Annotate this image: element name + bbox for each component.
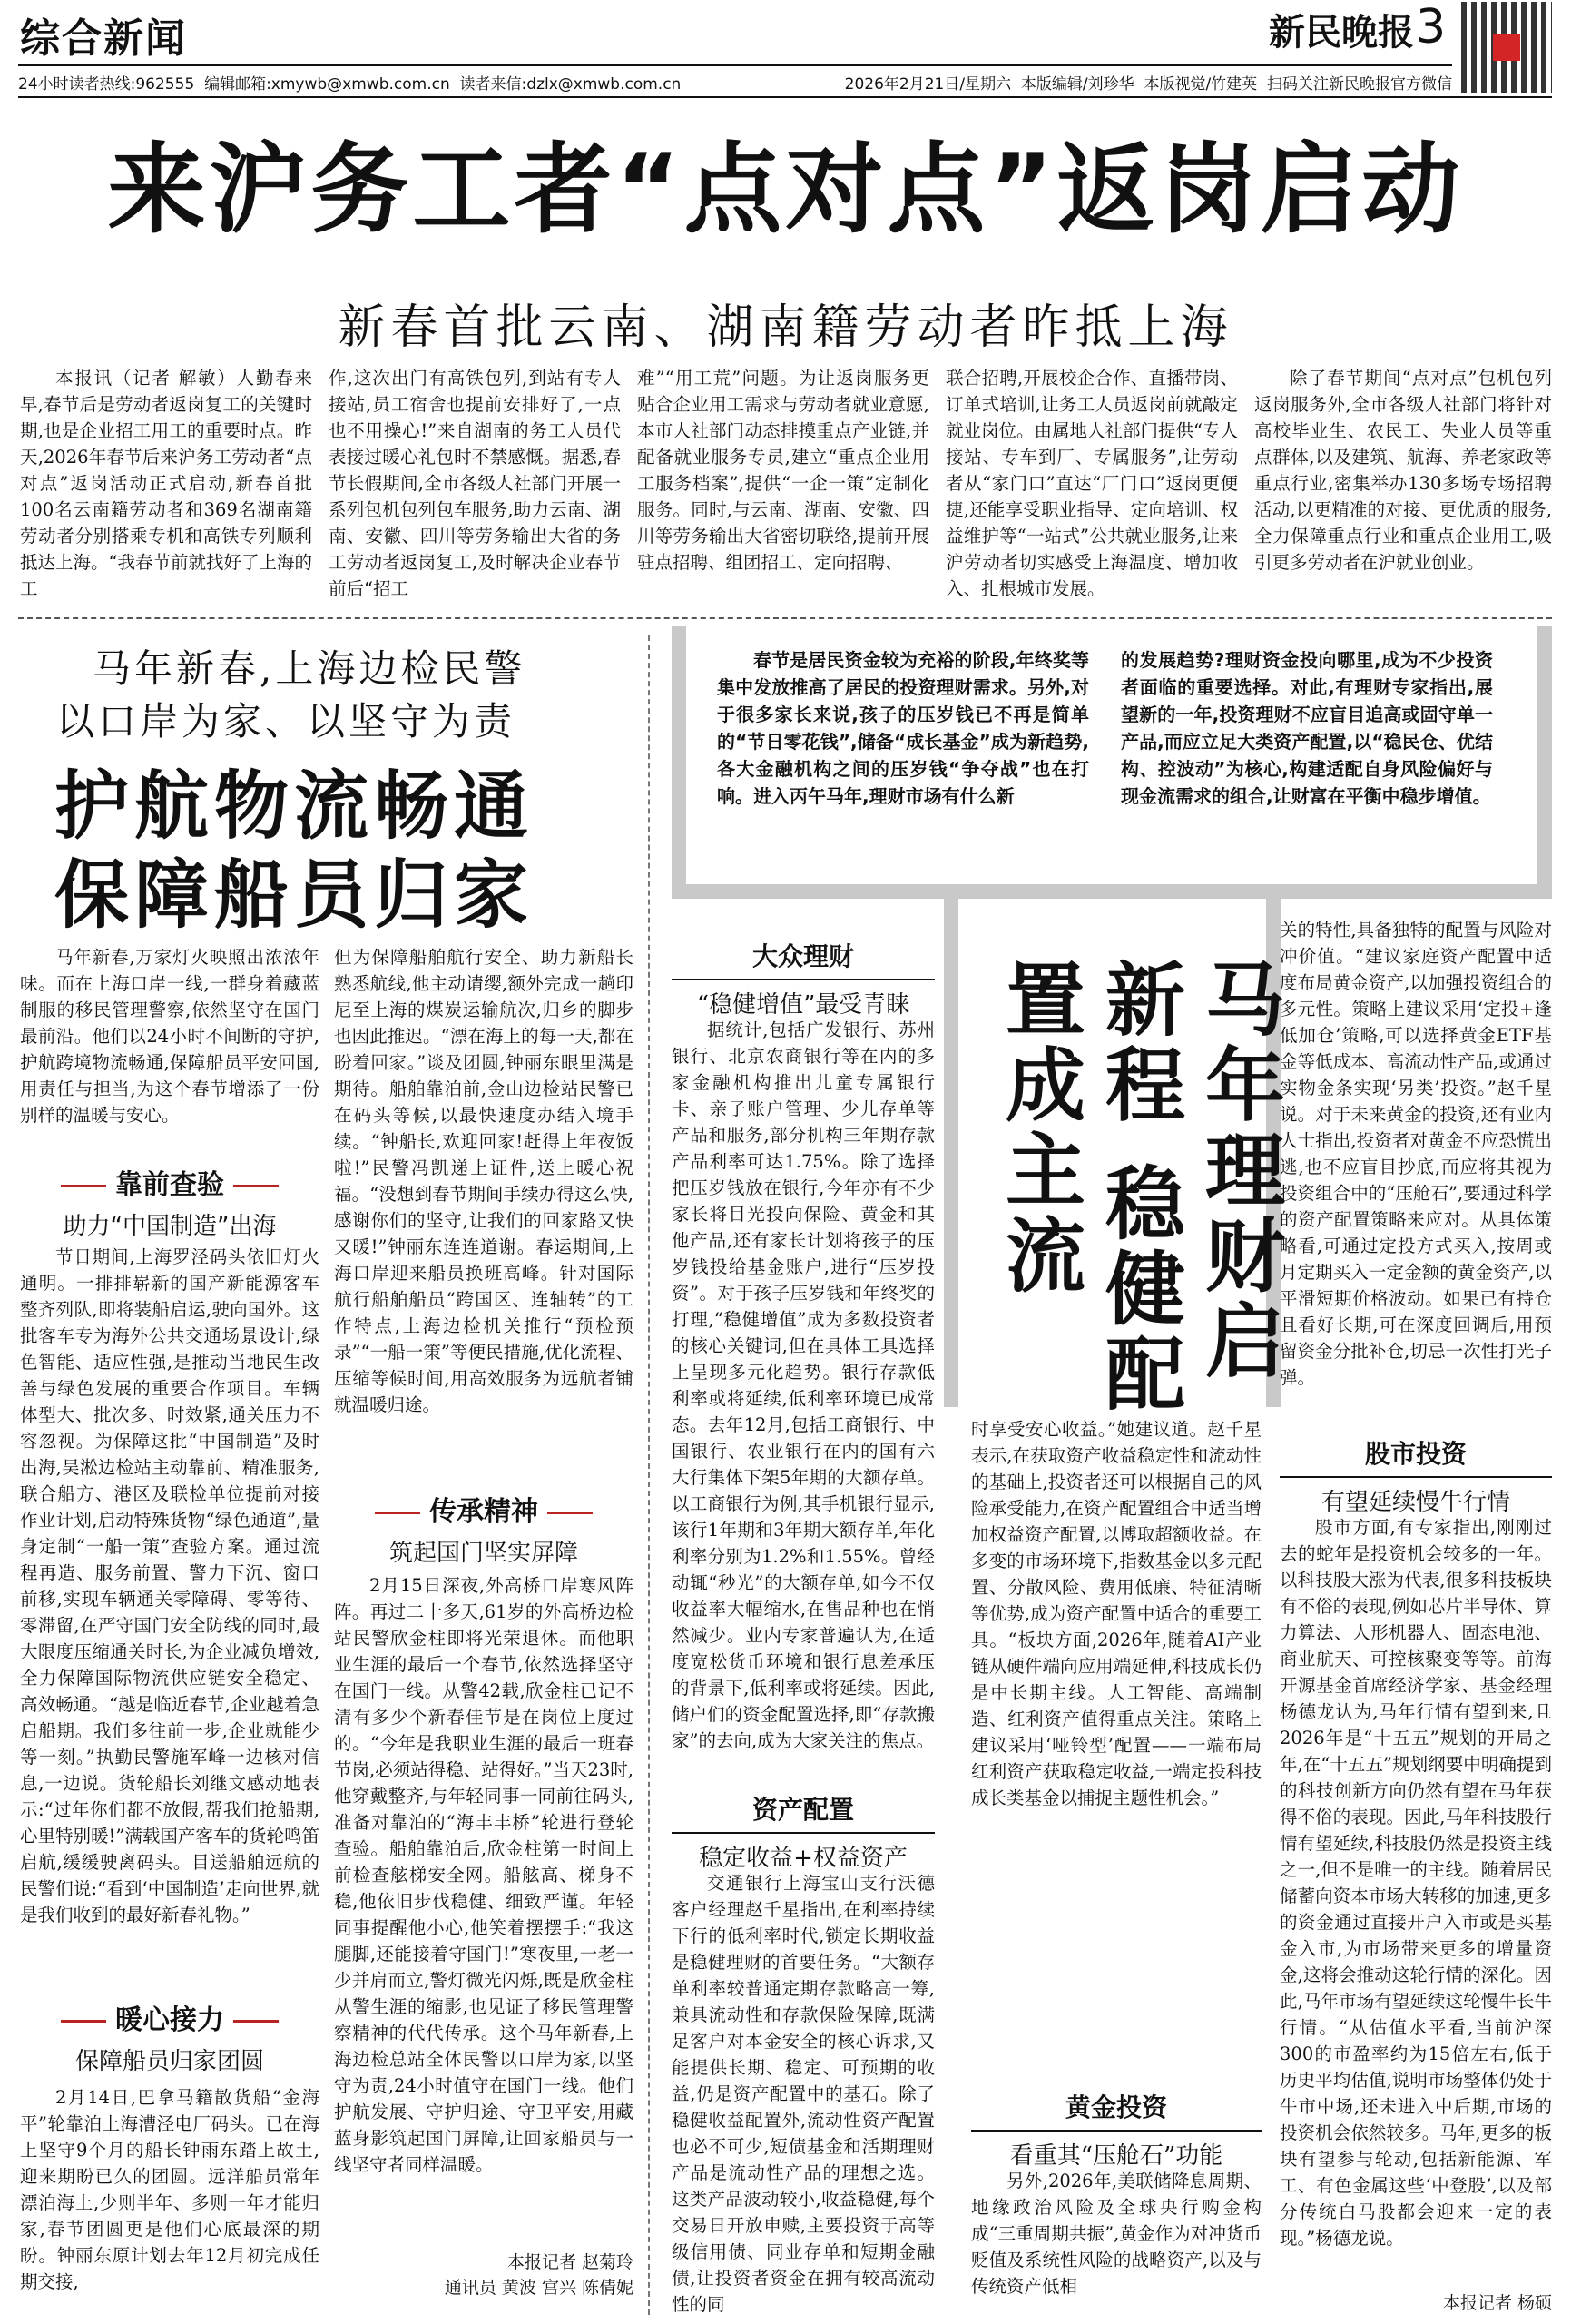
right-sec2-subtitle: 稳定收益+权益资产 <box>699 1845 908 1872</box>
lead-col-4: 联合招聘,开展校企合作、直播带岗、订单式培训,让务工人员返岗前就敲定就业岗位。由属地人社部门提供“专人接站、专车到厂、专属服务”,让劳动者从“家门口”直达“厂门口”返岗更便捷,还能享受职业指导、定向培训、权益维护等“一站式”公共就业服务,让来沪劳动者切实感受上海温度、增加收入、扎根城市发展。 <box>946 368 1238 599</box>
right-col-mid: 时享受安心收益。”她建议道。赵千星表示,在获取资产收益稳定性和流动性的基础上,投资者还可以根据自己的风险承受能力,在资产配置组合中适当增加权益资产配置,以博取超额收益。在多变的市场环境下,指数基金以多元配置、分散风险、费用低廉、特征清晰等优势,成为资产配置中适合的重要工具。“板块方面,2026年,随着AI产业链从硬件端向应用端延伸,科技成长仍是中长期主线。人工智能、高端制造、红利资产值得重点关注。策略上建议采用‘哑铃型’配置——一端布局红利资产获取稳定收益,一端定投科技成长类基金以捕捉主题性机会。” <box>971 1419 1262 1808</box>
left-sec1-subtitle: 助力“中国制造”出海 <box>63 1213 277 1240</box>
lead-headline: 来沪务工者“点对点”返岗启动 <box>107 133 1464 247</box>
email[interactable]: 编辑邮箱:xmywb@xmwb.com.cn <box>204 75 450 94</box>
lead-col-3: 难”“用工荒”问题。为让返岗服务更贴合企业用工需求与劳动者就业意愿,本市人社部门动态排摸重点产业链,并配备就业服务专员,建立“重点企业用工服务档案”,提供“一企一策”定制化服务。同时,与云南、湖南、安徽、四川等劳务输出大省密切联络,提前开展驻点招聘、组团招工、定向招聘、 <box>637 368 929 573</box>
right-sec4-body: 股市方面,有专家指出,刚刚过去的蛇年是投资机会较多的一年。以科技股大涨为代表,很多科技板块有不俗的表现,例如芯片半导体、算力算法、人形机器人、固态电池、商业航天、可控核聚变等等。前海开源基金首席经济学家、基金经理杨德龙认为,马年行情有望到来,且2026年是“十五五”规划的开局之年,在“十五五”规划纲要中明确提到的科技创新方向仍然有望在马年获得不俗的表现。因此,马年科技股行情有望延续,科技股仍然是投资主线之一,但不是唯一的主线。随着居民储蓄向资本市场大转移的加速,更多的资金通过直接开户入市或是买基金入市,为市场带来更多的增量资金,这将会推动这轮行情的深化。因此,马年市场有望延续这轮慢牛长牛行情。“从估值水平看,当前沪深300的市盈率约为15倍左右,低于历史平均估值,说明市场整体仍处于牛市中场,还未进入中后期,市场的投资机会依然较多。马年,更多的板块有望参与轮动,包括新能源、军工、有色金属这些‘中登股’,以及部分传统白马股都会迎来一定的表现。”杨德龙说。 <box>1280 1517 1552 2249</box>
left-intro: 马年新春,万家灯火映照出浓浓年味。而在上海口岸一线,一群身着藏蓝制服的移民管理警察,依然坚守在国门最前沿。他们以24小时不间断的守护,护航跨境物流畅通,保障船员平安回国,用责任与担当,为这个春节增添了一份别样的温暖与安心。 <box>20 947 319 1126</box>
newspaper-brand: 新民晚报 <box>1269 11 1414 54</box>
letters-email[interactable]: 读者来信:dzlx@xmwb.com.cn <box>459 75 682 94</box>
left-byline: 本报记者 赵菊玲 通讯员 黄波 宫兴 陈倩妮 <box>444 2252 633 2298</box>
right-title: 马年理财启新程 稳健配置成主流 <box>993 958 1286 1418</box>
right-sec1-title: 大众理财 <box>751 941 854 971</box>
right-sec2-body: 交通银行上海宝山支行沃德客户经理赵千星指出,在利率持续下行的低利率时代,锁定长期收益是稳健理财的首要任务。“大额存单利率较普通定期存款略高一筹,兼具流动性和存款保险保障,既满足客户对本金安全的核心诉求,又能提供长期、稳定、可预期的收益,仍是资产配置中的基石。除了稳健收益配置外,流动性资产配置也必不可少,短债基金和活期理财产品是流动性产品的理想之选。这类产品波动较小,收益稳健,每个交易日开放申赎,主要投资于高等级信用债、同业存单和短期金融债,让投资者资金在拥有较高流动性的同 <box>672 1873 935 2315</box>
lead-col-2: 作,这次出门有高铁包列,到站有专人接站,员工宿舍也提前安排好了,一点也不用操心!”来自湖南的务工人员代表接过暖心礼包时不禁感慨。据悉,春节长假期间,全市各级人社部门开展一系列包机包列包车服务,助力云南、湖南、安徽、四川等劳务输出大省的务工劳动者返岗复工,及时解决企业春节前后“招工 <box>329 368 621 599</box>
qr-code-icon[interactable] <box>1461 2 1552 93</box>
wechat-note: 扫码关注新民晚报官方微信 <box>1267 75 1452 94</box>
lead-separator <box>18 617 1552 619</box>
editor: 本版编辑/刘珍华 <box>1020 75 1134 94</box>
hotline: 24小时读者热线:962555 <box>18 75 195 94</box>
left-sec2-title: 暖心接力 <box>115 2004 224 2036</box>
page-number: 3 <box>1416 0 1447 54</box>
right-sec4-subtitle: 有望延续慢牛行情 <box>1321 1489 1510 1516</box>
left-sec1-title: 靠前查验 <box>115 1169 224 1201</box>
date: 2026年2月21日/星期六 <box>844 75 1012 94</box>
designer: 本版视觉/竹建英 <box>1144 75 1258 94</box>
right-sec2-title: 资产配置 <box>751 1795 854 1825</box>
frame-left-bar <box>944 899 958 1407</box>
right-sec1-header <box>672 937 935 1019</box>
right-lead-right: 的发展趋势?理财资金投向哪里,成为不少投资者面临的重要选择。对此,有理财专家指出,展望新的一年,投资理财不应盲目追高或固守单一产品,而应立足大类资产配置,以“稳民仓、优结构、控波动”为核心,构建适配自身风险偏好与现金流需求的组合,让财富在平衡中稳步增值。 <box>1121 649 1493 807</box>
left-kicker: 马年新春,上海边检民警 以口岸为家、以坚守为责 <box>56 646 526 743</box>
vertical-divider <box>648 635 650 2315</box>
right-sec4-title: 股市投资 <box>1364 1439 1467 1469</box>
right-sec1-body: 据统计,包括广发银行、苏州银行、北京农商银行等在内的多家金融机构推出儿童专属银行卡、亲子账户管理、少儿存单等产品和服务,部分机构三年期存款产品利率可达1.75%。除了选择把压岁钱放在银行,今年亦有不少家长将目光投向保险、黄金和其他产品,还有家长计划将孩子的压岁钱投给基金账户,进行“压岁投资”。对于孩子压岁钱和年终奖的打理,“稳健增值”成为多数投资者的核心关键词,但在具体工具选择上呈现多元化趋势。银行存款低利率或将延续,低利率环境已成常态。去年12月,包括工商银行、中国银行、农业银行在内的国有六大行集体下架5年期的大额存单。以工商银行为例,其手机银行显示,该行1年期和3年期大额存单,年化利率分别为1.2%和1.55%。曾经动辄“秒光”的大额存单,如今不仅收益率大幅缩水,在售品种也在悄然减少。业内专家普遍认为,在适度宽松货币环境和银行息差承压的背景下,低利率或将延续。因此,储户们的资金配置选择,即“存款搬家”的去向,成为大家关注的焦点。 <box>672 1019 935 1751</box>
right-sec3-header <box>971 2088 1262 2171</box>
left-col2a: 但为保障船舶航行安全、助力新船长熟悉航线,他主动请缨,额外完成一趟印尼至上海的煤炭运输航次,归乡的脚步也因此推迟。“漂在海上的每一天,都在盼着回家。”谈及团圆,钟丽东眼里满是期待。船舶靠泊前,金山边检站民警已在码头等候,以最快速度办结入境手续。“钟船长,欢迎回家!赶得上年夜饭啦!”民警冯凯递上证件,送上暖心祝福。“没想到春节期间手续办得这么快,感谢你们的坚守,让我们的回家路又快又暖!”钟丽东连连道谢。春运期间,上海口岸迎来船员换班高峰。针对国际航行船舶船员“跨国区、连轴转”的工作特点,上海边检机关推行“预检预录”“一船一策”等便民措施,优化流程、压缩等候时间,用高效服务为远航者铺就温暖归途。 <box>334 947 633 1415</box>
left-sec3-header <box>334 1489 633 1568</box>
info-bar <box>18 71 1452 94</box>
left-sec2-subtitle: 保障船员归家团圆 <box>74 2048 264 2075</box>
left-col2b: 2月15日深夜,外高桥口岸寒风阵阵。再过二十多天,61岁的外高桥边检站民警欣金柱即将光荣退休。而他职业生涯的最后一个春节,依然选择坚守在国门一线。从警42载,欣金柱已记不清有多少个新春佳节是在岗位上度过的。“今年是我职业生涯的最后一班春节岗,必须站得稳、站得好。”当天23时,他穿戴整齐,与年轻同事一同前往码头,准备对靠泊的“海丰丰桥”轮进行登轮查验。船舶靠泊后,欣金柱第一时间上前检查舷梯安全网。船舷高、梯身不稳,他依旧步伐稳健、细致严谨。年轻同事提醒他小心,他笑着摆摆手:“我这腿脚,还能接着守国门!”寒夜里,一老一少并肩而立,警灯微光闪烁,既是欣金柱从警生涯的缩影,也见证了移民管理警察精神的代代传承。这个马年新春,上海边检总站全体民警以口岸为家,以坚守为责,24小时值守在国门一线。他们护航发展、守护归途、守卫平安,用藏蓝身影筑起国门屏障,让回家船员与一线坚守者同样温暖。 <box>334 1575 633 2175</box>
left-title: 护航物流畅通 保障船员归家 <box>54 763 535 939</box>
lead-col-1: 本报讯（记者 解敏）人勤春来早,春节后是劳动者返岗复工的关键时期,也是企业招工用工的重要时点。昨天,2026年春节后来沪务工劳动者“点对点”返岗活动正式启动,新春首批100名云南籍劳动者和369名湖南籍劳动者分别搭乘专机和高铁专列顺利抵达上海。“我春节前就找好了上海的工 <box>20 368 312 599</box>
right-sec3-subtitle: 看重其“压舱石”功能 <box>1009 2142 1223 2170</box>
left-sec2-header <box>20 1997 319 2076</box>
section-name: 综合新闻 <box>20 15 187 62</box>
right-sec3-title: 黄金投资 <box>1065 2093 1167 2122</box>
header-rule <box>18 64 1452 66</box>
right-col-right1: 关的特性,具备独特的配置与风险对冲价值。“建议家庭资产配置中适度布局黄金资产,以加强投资组合的多元性。策略上建议采用‘定投+逢低加仓’策略,可以选择黄金ETF基金等低成本、高流动性产品,或通过实物金条实现‘另类’投资。”赵千星说。对于未来黄金的投资,还有业内人士指出,投资者对黄金不应恐慌出逃,也不应盲目抄底,而应将其视为投资组合中的“压舱石”,要通过科学的资产配置策略来应对。从具体策略看,可通过定投方式买入,按周或月定期买入一定金额的黄金资产,以平滑短期价格波动。如果已有持仓且看好长期,可在深度回调后,用预留资金分批补仓,切忌一次性打光子弹。 <box>1280 920 1552 1388</box>
header-rule-2 <box>18 96 1552 98</box>
right-sec4-header <box>1280 1434 1552 1517</box>
left-sec3-subtitle: 筑起国门坚实屏障 <box>388 1540 578 1567</box>
left-sec1-header <box>20 1162 319 1241</box>
right-sec1-subtitle: “稳健增值”最受青睐 <box>696 991 910 1019</box>
left-sec1-body: 节日期间,上海罗泾码头依旧灯火通明。一排排崭新的国产新能源客车整齐列队,即将装船启运,驶向国外。这批客车专为海外公共交通场景设计,绿色智能、适应性强,是推动当地民生改善与绿色发展的重要合作项目。车辆体型大、批次多、时效紧,通关压力不容忽视。为保障这批“中国制造”及时出海,吴淞边检站主动靠前、精准服务,联合船方、港区及联检单位提前对接作业计划,启动特殊货物“绿色通道”,量身定制“一船一策”查验方案。通过流程再造、服务前置、警力下沉、窗口前移,实现车辆通关零障碍、零等待、零滞留,在严守国门安全防线的同时,最大限度压缩通关时长,为企业减负增效,全力保障国际物流供应链安全稳定、高效畅通。“越是临近春节,企业越着急启船期。我们多往前一步,企业就能少等一刻。”执勤民警施军峰一边核对信息,一边说。货轮船长刘继文感动地表示:“过年你们都不放假,帮我们抢船期,心里特别暖!”满载国产客车的货轮鸣笛启航,缓缓驶离码头。目送船舶远航的民警们说:“看到‘中国制造’走向世界,就是我们收到的最好新春礼物。” <box>20 1246 319 1925</box>
right-sec3-body: 另外,2026年,美联储降息周期、地缘政治风险及全球央行购金构成“三重周期共振”,黄金作为对冲货币贬值及系统性风险的战略资产,以及与传统资产低相 <box>971 2171 1262 2297</box>
lead-subhead: 新春首批云南、湖南籍劳动者昨抵上海 <box>338 300 1233 355</box>
lead-col-5: 除了春节期间“点对点”包机包列返岗服务外,全市各级人社部门将针对高校毕业生、农民工、失业人员等重点群体,以及建筑、航海、养老家政等重点行业,密集举办130多场专场招聘活动,以更精准的对接、更优质的服务,全力保障重点行业和重点企业用工,吸引更多劳动者在沪就业创业。 <box>1254 368 1552 573</box>
right-sec2-header <box>672 1790 935 1873</box>
left-sec3-title: 传承精神 <box>429 1496 538 1528</box>
left-sec2-body: 2月14日,巴拿马籍散货船“金海平”轮靠泊上海漕泾电厂码头。已在海上坚守9个月的船长钟雨东踏上故土,迎来期盼已久的团圆。远洋船员常年漂泊海上,少则半年、多则一年才能归家,春节团圆更是他们心底最深的期盼。钟丽东原计划去年12月初完成任期交接, <box>20 2087 319 2292</box>
right-lead-left: 春节是居民资金较为充裕的阶段,年终奖等集中发放推高了居民的投资理财需求。另外,对于很多家长来说,孩子的压岁钱已不再是简单的“节日零花钱”,储备“成长基金”成为新趋势,各大金融机构之间的压岁钱“争夺战”也在打响。进入丙午马年,理财市场有什么新 <box>717 649 1089 807</box>
right-byline: 本报记者 杨硕 <box>1442 2293 1552 2313</box>
